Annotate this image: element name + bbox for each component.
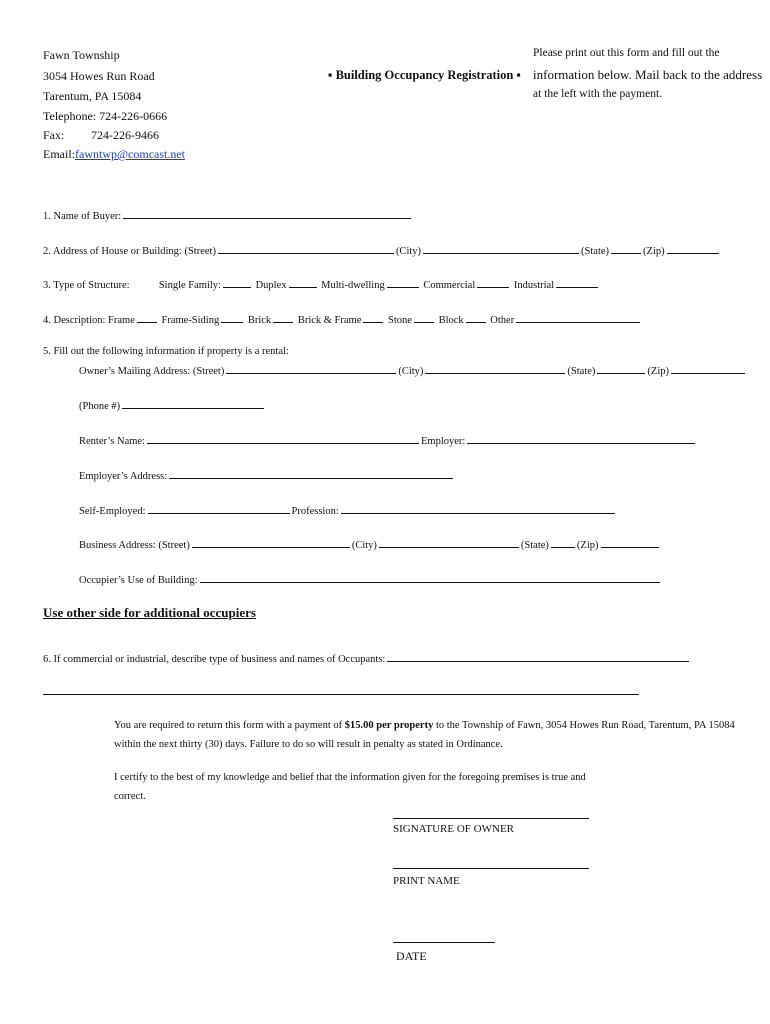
certify-line-1: I certify to the best of my knowledge and belief that the information given for the foregoing premises is true and <box>114 772 586 783</box>
duplex-label: Duplex <box>255 280 287 291</box>
stone-field[interactable] <box>414 311 434 323</box>
phone-label: (Phone #) <box>79 401 121 412</box>
print-name-line[interactable] <box>393 868 589 869</box>
date-label: DATE <box>396 949 427 963</box>
owner-mailing-label: Owner’s Mailing Address: (Street) <box>79 366 225 377</box>
zip-field[interactable] <box>667 242 719 254</box>
q2-row <box>43 242 721 257</box>
owner-mailing-row <box>79 362 747 377</box>
date-line[interactable] <box>393 942 495 943</box>
q3-row <box>43 276 600 291</box>
other-side-note: Use other side for additional occupiers <box>43 605 256 620</box>
other-field[interactable] <box>516 311 640 323</box>
email-link[interactable]: fawntwp@comcast.net <box>75 147 186 161</box>
business-state-label: (State) <box>520 540 549 551</box>
block-label: Block <box>438 315 464 326</box>
renter-name-field[interactable] <box>147 432 419 444</box>
address-line-1: 3054 Howes Run Road <box>43 69 155 83</box>
business-city-label: (City) <box>351 540 377 551</box>
frame-siding-label: Frame-Siding <box>161 315 220 326</box>
industrial-label: Industrial <box>513 280 555 291</box>
phone-row <box>79 397 266 412</box>
q6-continuation-line[interactable] <box>43 694 639 695</box>
notice-text-post: to the Township of Fawn, 3054 Howes Run Road, Tarentum, PA 15084 <box>435 720 735 731</box>
employer-field[interactable] <box>467 432 695 444</box>
city-label: (City) <box>395 246 422 257</box>
single-family-label: Single Family: <box>158 280 221 291</box>
stone-label: Stone <box>388 315 412 326</box>
employer-address-field[interactable] <box>169 467 453 479</box>
address-line-2: Tarentum, PA 15084 <box>43 89 142 103</box>
commercial-field[interactable] <box>477 276 509 288</box>
state-label: (State) <box>581 246 610 257</box>
q6-row <box>43 650 691 665</box>
employer-address-row <box>79 467 455 482</box>
page-title <box>328 68 521 83</box>
instructions-line-3: at the left with the payment. <box>533 88 663 100</box>
business-city-field[interactable] <box>379 536 519 548</box>
brick-field[interactable] <box>273 311 293 323</box>
owner-state-label: (State) <box>567 366 596 377</box>
q6-label: 6. If commercial or industrial, describe type of business and names of Occupants: <box>43 654 386 665</box>
self-employed-field[interactable] <box>148 502 290 514</box>
q4-label: 4. Description: Frame <box>43 315 135 326</box>
occupier-use-field[interactable] <box>200 571 660 583</box>
print-name-label: PRINT NAME <box>393 875 460 887</box>
owner-city-label: (City) <box>398 366 424 377</box>
owner-city-field[interactable] <box>425 362 565 374</box>
renter-name-label: Renter’s Name: <box>79 436 145 447</box>
business-zip-label: (Zip) <box>576 540 599 551</box>
frame-siding-field[interactable] <box>221 311 243 323</box>
q2-label: 2. Address of House or Building: (Street) <box>43 246 216 257</box>
q1-label: 1. Name of Buyer: <box>43 211 122 222</box>
bullet-icon: ▪ <box>328 68 336 82</box>
notice-text: You are required to return this form with a payment of <box>114 720 343 731</box>
multi-dwelling-field[interactable] <box>387 276 419 288</box>
street-field[interactable] <box>218 242 394 254</box>
self-employed-label: Self-Employed: <box>79 506 146 517</box>
q6-field[interactable] <box>387 650 689 662</box>
occupier-use-label: Occupier’s Use of Building: <box>79 575 198 586</box>
signature-line[interactable] <box>393 818 589 819</box>
phone-field[interactable] <box>122 397 264 409</box>
title-text: Building Occupancy Registration <box>335 68 514 82</box>
brick-label: Brick <box>247 315 272 326</box>
employer-label: Employer: <box>421 436 466 447</box>
email-label: Email: <box>43 147 75 161</box>
signature-owner-label: SIGNATURE OF OWNER <box>393 823 514 835</box>
fax-label: Fax: <box>43 128 65 142</box>
self-employed-row <box>79 502 617 517</box>
business-address-label: Business Address: (Street) <box>79 540 190 551</box>
owner-street-field[interactable] <box>226 362 396 374</box>
business-address-row <box>79 536 661 551</box>
zip-label: (Zip) <box>643 246 665 257</box>
multi-dwelling-label: Multi-dwelling <box>321 280 385 291</box>
employer-address-label: Employer’s Address: <box>79 471 168 482</box>
brick-frame-field[interactable] <box>363 311 383 323</box>
q3-label: 3. Type of Structure: <box>43 280 130 291</box>
renter-row <box>79 432 697 447</box>
payment-notice-line-2: within the next thirty (30) days. Failure to do so will result in penalty as stated in Ordinance. <box>114 739 503 750</box>
business-state-field[interactable] <box>551 536 575 548</box>
q4-row <box>43 311 642 326</box>
owner-zip-field[interactable] <box>671 362 745 374</box>
other-label: Other <box>490 315 515 326</box>
q5-label: 5. Fill out the following information if property is a rental: <box>43 346 289 357</box>
buyer-name-field[interactable] <box>123 207 411 219</box>
fax-number: 724-226-9466 <box>91 128 159 142</box>
payment-notice-line-1 <box>114 716 735 735</box>
state-field[interactable] <box>611 242 641 254</box>
commercial-label: Commercial <box>423 280 476 291</box>
certify-line-2: correct. <box>114 791 146 802</box>
instructions-line-2: information below. Mail back to the address <box>533 67 763 82</box>
block-field[interactable] <box>466 311 486 323</box>
brick-frame-label: Brick & Frame <box>297 315 362 326</box>
q1-row <box>43 207 413 222</box>
industrial-field[interactable] <box>556 276 598 288</box>
single-family-field[interactable] <box>223 276 251 288</box>
telephone: Telephone: 724-226-0666 <box>43 109 168 123</box>
duplex-field[interactable] <box>289 276 317 288</box>
profession-label: Profession: <box>291 506 339 517</box>
city-field[interactable] <box>423 242 579 254</box>
business-zip-field[interactable] <box>601 536 659 548</box>
owner-zip-label: (Zip) <box>647 366 669 377</box>
business-street-field[interactable] <box>192 536 350 548</box>
instructions-line-1: Please print out this form and fill out the <box>533 47 720 59</box>
profession-field[interactable] <box>341 502 615 514</box>
frame-field[interactable] <box>137 311 157 323</box>
payment-amount: $15.00 per property <box>344 720 434 731</box>
owner-state-field[interactable] <box>597 362 645 374</box>
bullet-icon: ▪ <box>513 68 521 82</box>
org-name: Fawn Township <box>43 48 120 62</box>
occupier-use-row <box>79 571 662 586</box>
